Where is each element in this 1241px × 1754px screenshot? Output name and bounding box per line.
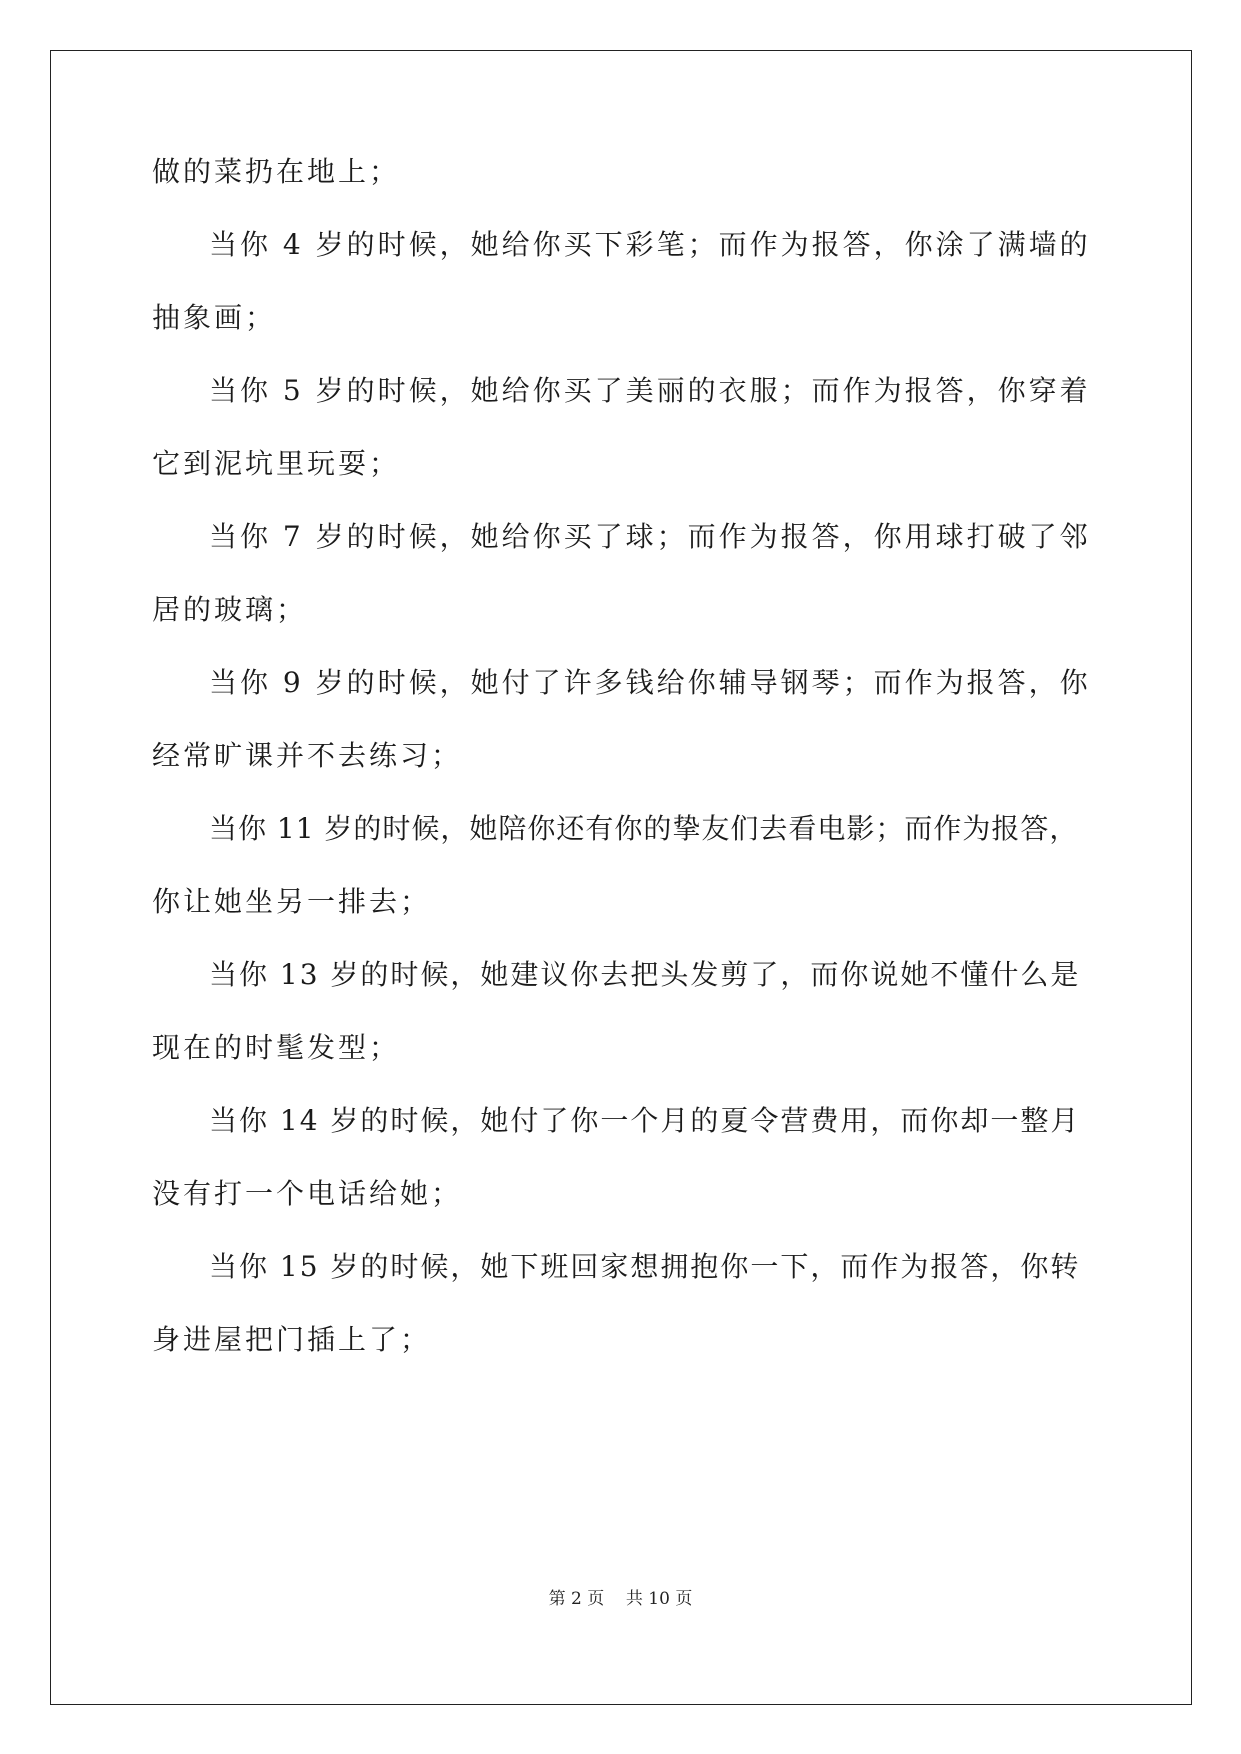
paragraph-first-line: 当你 15 岁的时候，她下班回家想拥抱你一下，而作为报答，你转	[209, 1250, 1081, 1283]
page-footer	[0, 1587, 1241, 1611]
paragraph-first-line: 当你 7 岁的时候，她给你买了球；而作为报答，你用球打破了邻	[209, 520, 1091, 553]
text-line: 居的玻璃；	[152, 593, 308, 626]
paragraph-first-line: 当你 13 岁的时候，她建议你去把头发剪了，而你说她不懂什么是	[209, 958, 1081, 991]
text-line: 身进屋把门插上了；	[152, 1323, 432, 1356]
text-line: 它到泥坑里玩耍；	[152, 447, 401, 480]
paragraph-first-line: 当你 11 岁的时候，她陪你还有你的挚友们去看电影；而作为报答，	[209, 812, 1079, 845]
text-line: 你让她坐另一排去；	[152, 885, 432, 918]
page-number: 第 2 页 共 10 页	[548, 1589, 693, 1609]
paragraph-first-line: 当你 14 岁的时候，她付了你一个月的夏令营费用，而你却一整月	[209, 1104, 1081, 1137]
paragraph-first-line: 当你 5 岁的时候，她给你买了美丽的衣服；而作为报答，你穿着	[209, 374, 1091, 407]
text-line: 现在的时髦发型；	[152, 1031, 401, 1064]
paragraph-first-line: 当你 4 岁的时候，她给你买下彩笔；而作为报答，你涂了满墙的	[209, 228, 1091, 261]
paragraph-first-line: 当你 9 岁的时候，她付了许多钱给你辅导钢琴；而作为报答，你	[209, 666, 1091, 699]
text-line: 没有打一个电话给她；	[152, 1177, 463, 1210]
text-line: 做的菜扔在地上；	[152, 155, 401, 188]
text-line: 经常旷课并不去练习；	[152, 739, 463, 772]
text-line: 抽象画；	[152, 301, 277, 334]
